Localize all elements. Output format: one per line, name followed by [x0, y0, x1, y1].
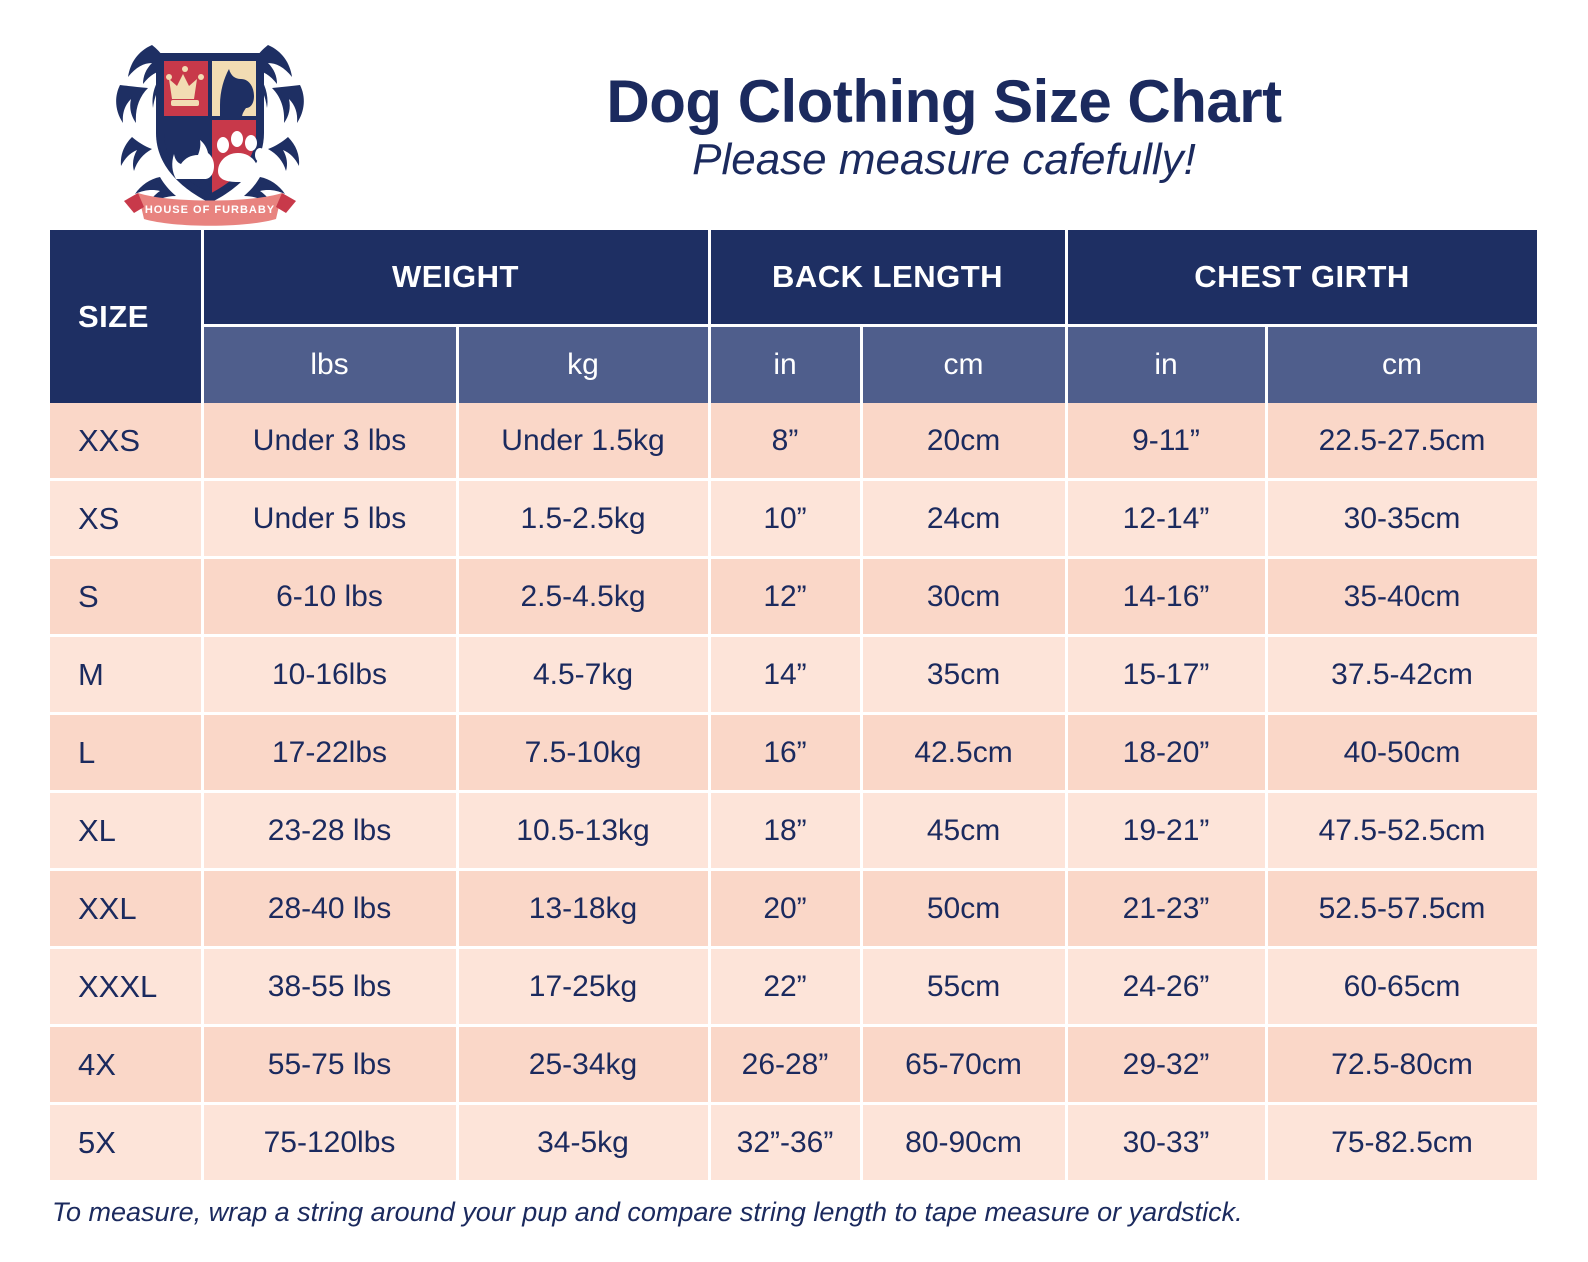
cell-chest-in: 24-26” — [1066, 948, 1266, 1026]
cell-size: L — [50, 714, 202, 792]
cell-weight-lbs: 75-120lbs — [202, 1104, 457, 1182]
cell-chest-in: 21-23” — [1066, 870, 1266, 948]
cell-chest-in: 14-16” — [1066, 558, 1266, 636]
cell-chest-in: 9-11” — [1066, 403, 1266, 480]
cell-back-in: 16” — [709, 714, 861, 792]
cell-weight-kg: 13-18kg — [457, 870, 709, 948]
table-header-groups — [50, 230, 1538, 326]
cell-back-in: 8” — [709, 403, 861, 480]
cell-size: M — [50, 636, 202, 714]
cell-back-in: 18” — [709, 792, 861, 870]
measure-instructions: To measure, wrap a string around your pup and compare string length to tape measure or yardstick. — [52, 1197, 1243, 1227]
cell-back-in: 22” — [709, 948, 861, 1026]
house-of-furbaby-crest-icon — [60, 27, 360, 227]
cell-size: 4X — [50, 1026, 202, 1104]
cell-weight-lbs: 55-75 lbs — [202, 1026, 457, 1104]
cell-weight-kg: Under 1.5kg — [457, 403, 709, 480]
cell-back-cm: 45cm — [861, 792, 1066, 870]
cell-back-cm: 50cm — [861, 870, 1066, 948]
cell-weight-kg: 2.5-4.5kg — [457, 558, 709, 636]
table-row — [50, 948, 1538, 1026]
cell-back-in: 12” — [709, 558, 861, 636]
cell-weight-lbs: 10-16lbs — [202, 636, 457, 714]
logo-container — [0, 21, 420, 227]
cell-back-in: 20” — [709, 870, 861, 948]
cell-size: 5X — [50, 1104, 202, 1182]
table-row — [50, 558, 1538, 636]
cell-size: XS — [50, 480, 202, 558]
cell-weight-lbs: 6-10 lbs — [202, 558, 457, 636]
table-row — [50, 480, 1538, 558]
title-block — [420, 64, 1588, 183]
cell-size: S — [50, 558, 202, 636]
cell-weight-kg: 10.5-13kg — [457, 792, 709, 870]
cell-size: XXXL — [50, 948, 202, 1026]
cell-weight-lbs: Under 5 lbs — [202, 480, 457, 558]
cell-back-cm: 24cm — [861, 480, 1066, 558]
cell-back-cm: 35cm — [861, 636, 1066, 714]
header-chest-girth: CHEST GIRTH — [1066, 230, 1538, 326]
cell-back-cm: 30cm — [861, 558, 1066, 636]
table-row — [50, 870, 1538, 948]
size-chart-table — [50, 230, 1540, 1183]
cell-chest-in: 30-33” — [1066, 1104, 1266, 1182]
cell-chest-in: 29-32” — [1066, 1026, 1266, 1104]
cell-chest-cm: 35-40cm — [1266, 558, 1538, 636]
cell-back-in: 26-28” — [709, 1026, 861, 1104]
cell-chest-cm: 47.5-52.5cm — [1266, 792, 1538, 870]
cell-chest-cm: 75-82.5cm — [1266, 1104, 1538, 1182]
table-body — [50, 403, 1538, 1182]
table-row — [50, 714, 1538, 792]
cell-chest-in: 19-21” — [1066, 792, 1266, 870]
table-row — [50, 403, 1538, 480]
header-size: SIZE — [50, 230, 202, 403]
cell-weight-kg: 34-5kg — [457, 1104, 709, 1182]
cell-back-cm: 65-70cm — [861, 1026, 1066, 1104]
cell-chest-cm: 22.5-27.5cm — [1266, 403, 1538, 480]
table-row — [50, 792, 1538, 870]
cell-size: XXS — [50, 403, 202, 480]
cell-chest-cm: 40-50cm — [1266, 714, 1538, 792]
cell-chest-in: 12-14” — [1066, 480, 1266, 558]
cell-weight-kg: 1.5-2.5kg — [457, 480, 709, 558]
table-row — [50, 1104, 1538, 1182]
cell-weight-kg: 17-25kg — [457, 948, 709, 1026]
page-header — [0, 0, 1588, 230]
cell-weight-lbs: 17-22lbs — [202, 714, 457, 792]
cell-weight-lbs: 28-40 lbs — [202, 870, 457, 948]
table-row — [50, 1026, 1538, 1104]
cell-chest-cm: 60-65cm — [1266, 948, 1538, 1026]
table-header-units — [50, 326, 1538, 404]
cell-size: XL — [50, 792, 202, 870]
table-row — [50, 636, 1538, 714]
cell-weight-lbs: 38-55 lbs — [202, 948, 457, 1026]
header-chest-cm: cm — [1266, 326, 1538, 404]
cell-chest-cm: 30-35cm — [1266, 480, 1538, 558]
cell-chest-in: 15-17” — [1066, 636, 1266, 714]
header-chest-in: in — [1066, 326, 1266, 404]
header-back-length: BACK LENGTH — [709, 230, 1066, 326]
header-back-cm: cm — [861, 326, 1066, 404]
header-weight-lbs: lbs — [202, 326, 457, 404]
cell-back-cm: 55cm — [861, 948, 1066, 1026]
page-title: Dog Clothing Size Chart — [606, 68, 1282, 136]
cell-back-cm: 80-90cm — [861, 1104, 1066, 1182]
size-table-container — [0, 230, 1588, 1183]
cell-back-cm: 20cm — [861, 403, 1066, 480]
cell-size: XXL — [50, 870, 202, 948]
crest-banner-text: HOUSE OF FURBABY — [144, 204, 276, 216]
cell-back-in: 32”-36” — [709, 1104, 861, 1182]
cell-weight-kg: 7.5-10kg — [457, 714, 709, 792]
cell-back-in: 14” — [709, 636, 861, 714]
header-weight: WEIGHT — [202, 230, 709, 326]
cell-chest-cm: 72.5-80cm — [1266, 1026, 1538, 1104]
page-subtitle: Please measure cafefully! — [692, 135, 1196, 185]
cell-chest-in: 18-20” — [1066, 714, 1266, 792]
cell-chest-cm: 52.5-57.5cm — [1266, 870, 1538, 948]
cell-weight-kg: 25-34kg — [457, 1026, 709, 1104]
cell-chest-cm: 37.5-42cm — [1266, 636, 1538, 714]
cell-back-in: 10” — [709, 480, 861, 558]
cell-weight-kg: 4.5-7kg — [457, 636, 709, 714]
header-weight-kg: kg — [457, 326, 709, 404]
cell-weight-lbs: Under 3 lbs — [202, 403, 457, 480]
header-back-in: in — [709, 326, 861, 404]
cell-back-cm: 42.5cm — [861, 714, 1066, 792]
cell-weight-lbs: 23-28 lbs — [202, 792, 457, 870]
